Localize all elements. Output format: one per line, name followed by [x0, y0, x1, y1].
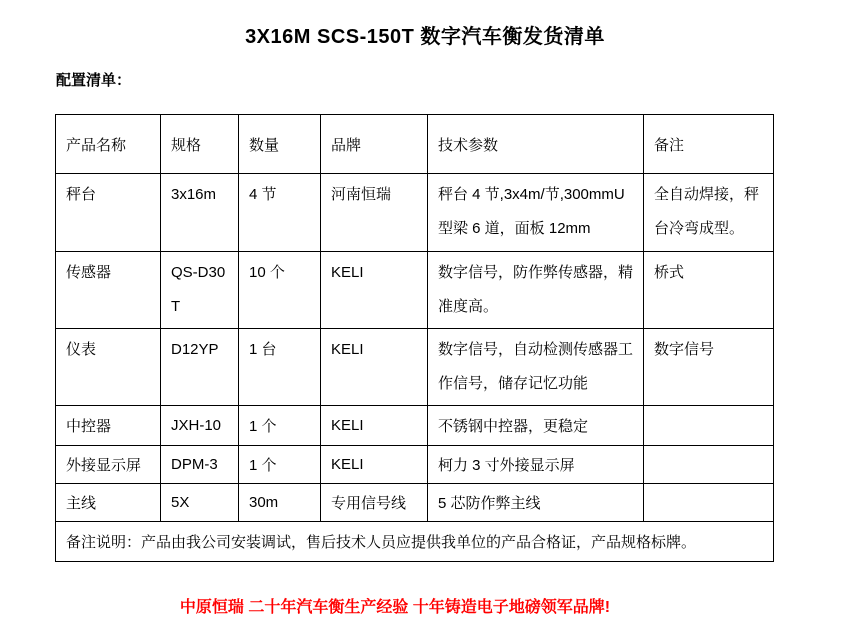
table-cell: 5X	[161, 484, 239, 522]
table-cell: DPM-3	[161, 446, 239, 484]
footer-slogan: 中原恒瑞 二十年汽车衡生产经验 十年铸造电子地磅领军品牌!	[179, 599, 611, 616]
table-cell: 主线	[56, 484, 161, 522]
table-row	[56, 252, 774, 329]
column-header-product: 产品名称	[56, 115, 161, 174]
table-cell: 数字信号，自动检测传感器工作信号，储存记忆功能	[428, 329, 644, 406]
table-cell	[644, 446, 774, 484]
table-cell: 1 个	[239, 446, 321, 484]
table-cell: 仪表	[56, 329, 161, 406]
table-cell: 3x16m	[161, 174, 239, 252]
header-row	[56, 115, 774, 174]
table-cell: 全自动焊接，秤台冷弯成型。	[644, 174, 774, 252]
table-cell: KELI	[321, 406, 428, 446]
table-cell: JXH-10	[161, 406, 239, 446]
table-row	[56, 329, 774, 406]
note-row	[56, 522, 774, 562]
table-row	[56, 174, 774, 252]
table-cell: KELI	[321, 329, 428, 406]
table-cell: 不锈钢中控器，更稳定	[428, 406, 644, 446]
table-cell: 数字信号	[644, 329, 774, 406]
table-cell: QS-D30T	[161, 252, 239, 329]
column-header-tech-params: 技术参数	[428, 115, 644, 174]
table-cell: 秤台	[56, 174, 161, 252]
table-cell: 外接显示屏	[56, 446, 161, 484]
table-cell: 河南恒瑞	[321, 174, 428, 252]
column-header-quantity: 数量	[239, 115, 321, 174]
table-cell: 桥式	[644, 252, 774, 329]
table-cell: 4 节	[239, 174, 321, 252]
note-cell: 备注说明：产品由我公司安装调试，售后技术人员应提供我单位的产品合格证，产品规格标牌。	[56, 522, 774, 562]
shipping-list-table	[55, 114, 774, 562]
table-cell: 1 个	[239, 406, 321, 446]
page-title: 3X16M SCS-150T 数字汽车衡发货清单	[245, 26, 605, 48]
column-header-brand: 品牌	[321, 115, 428, 174]
table-cell: KELI	[321, 252, 428, 329]
table-cell	[644, 484, 774, 522]
config-list-label: 配置清单：	[56, 72, 132, 89]
column-header-remarks: 备注	[644, 115, 774, 174]
table-cell: KELI	[321, 446, 428, 484]
table-cell: D12YP	[161, 329, 239, 406]
table-cell: 1 台	[239, 329, 321, 406]
table-cell: 30m	[239, 484, 321, 522]
table-cell: 秤台 4 节,3x4m/节,300mmU 型梁 6 道，面板 12mm	[428, 174, 644, 252]
table-row	[56, 446, 774, 484]
table-cell: 5 芯防作弊主线	[428, 484, 644, 522]
table-cell: 中控器	[56, 406, 161, 446]
table-cell: 10 个	[239, 252, 321, 329]
table-cell: 柯力 3 寸外接显示屏	[428, 446, 644, 484]
table-cell	[644, 406, 774, 446]
table-cell: 传感器	[56, 252, 161, 329]
table-cell: 专用信号线	[321, 484, 428, 522]
table-row	[56, 406, 774, 446]
table-row	[56, 484, 774, 522]
column-header-spec: 规格	[161, 115, 239, 174]
table-cell: 数字信号，防作弊传感器，精准度高。	[428, 252, 644, 329]
